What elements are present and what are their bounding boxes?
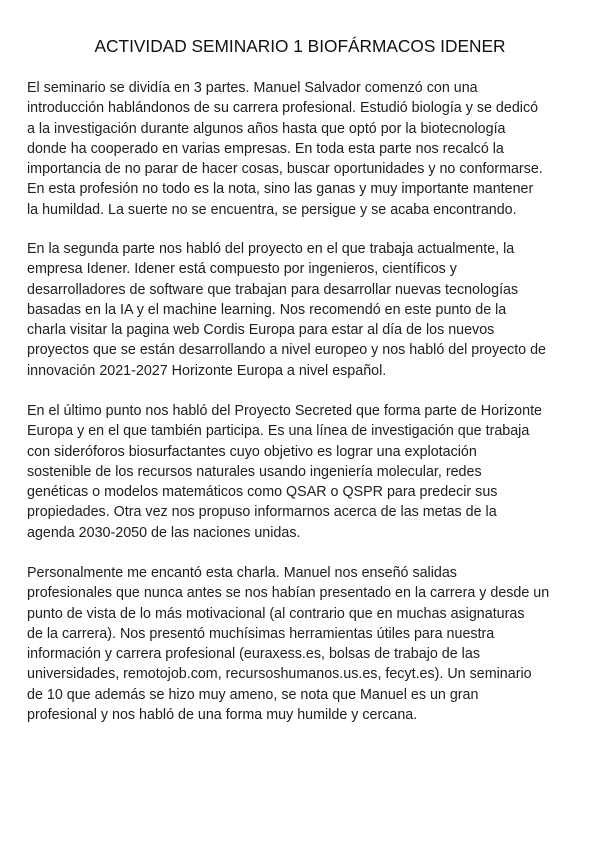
text-line: charla visitar la pagina web Cordis Europa para estar al día de los nuevos <box>27 322 495 339</box>
text-line: genéticas o modelos matemáticos como QSAR o QSPR para predecir sus <box>27 484 498 501</box>
text-line: la humildad. La suerte no se encuentra, se persigue y se acaba encontrando. <box>27 201 517 218</box>
text-line: a la investigación durante algunos años hasta que optó por la biotecnología <box>27 120 506 137</box>
text-line: empresa Idener. Idener está compuesto por ingenieros, científicos y <box>27 261 457 278</box>
text-line: En la segunda parte nos habló del proyecto en el que trabaja actualmente, la <box>27 241 515 257</box>
text-line: innovación 2021-2027 Horizonte Europa a nivel español. <box>27 362 387 379</box>
paragraph-secreted <box>27 401 542 543</box>
text-line: agenda 2030-2050 de las naciones unidas. <box>27 524 301 541</box>
document-title: ACTIVIDAD SEMINARIO 1 BIOFÁRMACOS IDENER <box>94 36 506 56</box>
text-line: punto de vista de lo más motivacional (al contrario que en muchas asignaturas <box>27 605 525 622</box>
text-line: sostenible de los recursos naturales usando ingeniería molecular, redes <box>27 463 482 480</box>
text-line: Europa y en el que también participa. Es una línea de investigación que trabaja <box>27 423 530 440</box>
text-line: proyectos que se están desarrollando a nivel europeo y nos habló del proyecto de <box>27 342 547 359</box>
text-line: En el último punto nos habló del Proyecto Secreted que forma parte de Horizonte <box>27 403 542 419</box>
text-line: de la carrera). Nos presentó muchísimas herramientas útiles para nuestra <box>27 625 495 642</box>
paragraph-introduction <box>27 78 543 220</box>
paragraph-idener <box>27 239 546 381</box>
text-line: El seminario se dividía en 3 partes. Manuel Salvador comenzó con una <box>27 80 478 96</box>
text-line: con sideróforos biosurfactantes cuyo objetivo es lograr una explotación <box>27 443 477 460</box>
text-line: basadas en la IA y el machine learning. Nos recomendó en este punto de la <box>27 301 507 318</box>
text-line: de 10 que además se hizo muy ameno, se nota que Manuel es un gran <box>27 686 479 703</box>
text-line: Personalmente me encantó esta charla. Manuel nos enseñó salidas <box>27 565 457 581</box>
text-line: importancia de no parar de hacer cosas, buscar oportunidades y no conformarse. <box>27 161 543 178</box>
text-line: propiedades. Otra vez nos propuso informarnos acerca de las metas de la <box>27 504 497 521</box>
text-line: profesionales que nunca antes se nos habían presentado en la carrera y desde un <box>27 585 550 602</box>
text-line: información y carrera profesional (euraxess.es, bolsas de trabajo de las <box>27 646 480 663</box>
paragraph-opinion <box>27 563 549 725</box>
text-line: desarrolladores de software que trabajan para desarrollar nuevas tecnologías <box>27 281 519 298</box>
text-line: universidades, remotojob.com, recursoshumanos.us.es, fecyt.es). Un seminario <box>27 666 532 683</box>
text-line: introducción hablándonos de su carrera profesional. Estudió biología y se dedicó <box>27 100 539 117</box>
text-line: profesional y nos habló de una forma muy humilde y cercana. <box>27 707 418 724</box>
text-line: En esta profesión no todo es la nota, sino las ganas y muy importante mantener <box>27 181 534 198</box>
text-line: donde ha cooperado en varias empresas. En toda esta parte nos recalcó la <box>27 140 504 157</box>
